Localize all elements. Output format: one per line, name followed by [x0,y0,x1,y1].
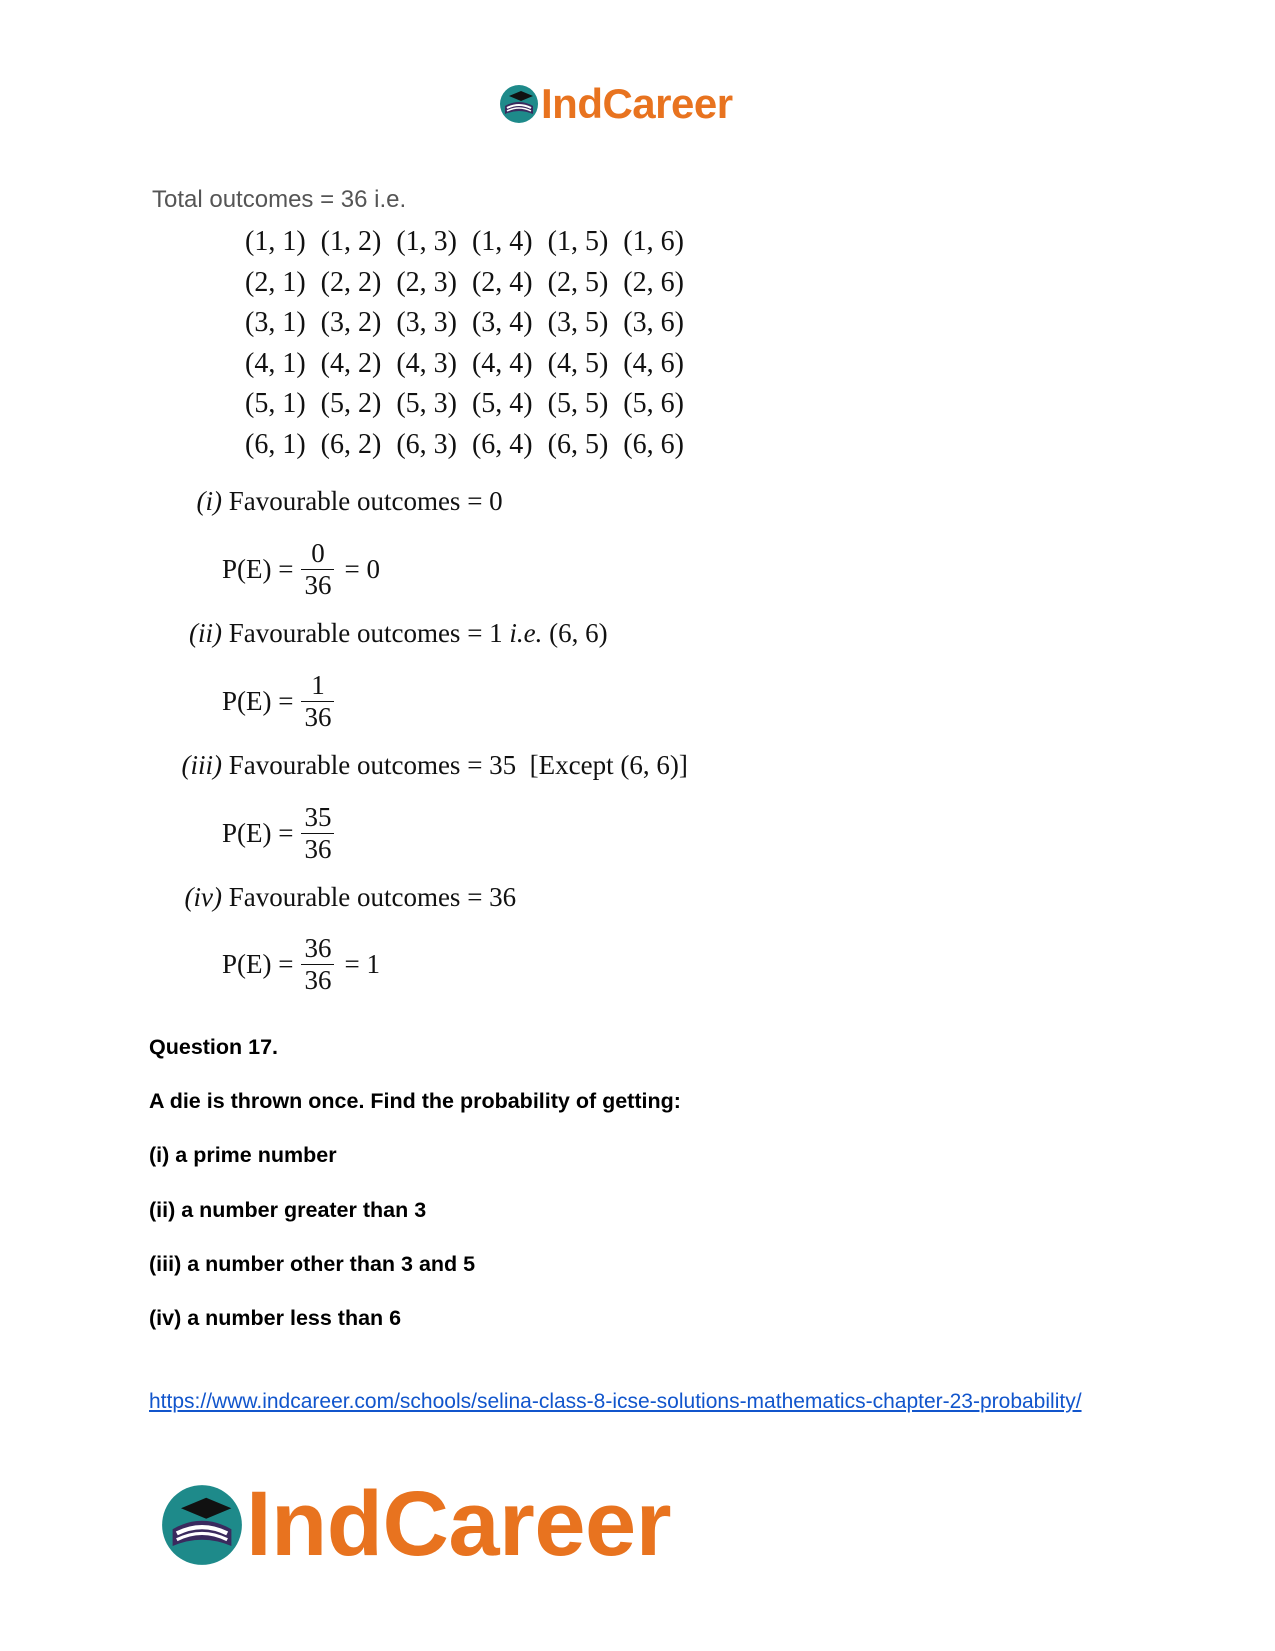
outcome-cell: (6, 5) [547,428,609,460]
outcome-cell: (3, 4) [471,307,533,338]
outcome-cell: (4, 3) [396,347,457,379]
outcome-cell: (3, 1) [245,307,306,338]
part-label: (iii) [181,750,222,780]
outcome-cell: (3, 2) [320,307,382,338]
part-text-extra: [Except (6, 6)] [516,750,688,780]
fraction [301,538,334,601]
pe-result: = 1 [344,949,380,980]
part-i-statement [178,486,503,517]
header-logo-text: IndCareer [541,80,733,127]
outcome-cell: (5, 4) [471,388,533,419]
outcome-cell: (3, 5) [547,307,609,338]
outcome-cell: (1, 2) [320,226,382,257]
outcomes-row [245,307,692,348]
part-text-italic: i.e. [509,618,543,648]
outcome-cell: (5, 6) [623,388,684,419]
graduation-cap-book-globe-icon [499,84,539,124]
numerator: 36 [304,933,332,963]
question-item: (iii) a number other than 3 and 5 [149,1252,476,1276]
question-item: (iv) a number less than 6 [149,1306,402,1330]
outcome-cell: (6, 2) [320,428,382,460]
numerator: 1 [311,670,325,700]
outcome-cell: (1, 1) [245,226,306,257]
total-outcomes-line: Total outcomes = 36 i.e. [152,186,407,213]
numerator: 0 [311,538,325,568]
outcomes-grid [245,226,692,469]
denominator: 36 [301,833,334,865]
outcome-cell: (6, 3) [396,428,457,460]
outcome-cell: (5, 2) [320,388,382,419]
outcome-cell: (3, 3) [396,307,457,338]
outcome-cell: (6, 4) [471,428,533,460]
outcome-cell: (2, 1) [245,266,306,298]
graduation-cap-book-globe-icon [160,1483,244,1567]
outcome-cell: (5, 3) [396,388,457,419]
outcome-cell: (4, 1) [245,347,306,379]
outcome-cell: (2, 3) [396,266,457,298]
part-label: (iv) [184,882,222,912]
outcome-cell: (3, 6) [623,307,684,338]
outcome-cell: (5, 5) [547,388,609,419]
outcome-cell: (6, 1) [245,428,306,460]
denominator: 36 [301,964,334,996]
part-text-extra: (6, 6) [542,618,608,648]
part-ii-statement [170,618,608,649]
denominator: 36 [301,701,334,733]
part-text: Favourable outcomes = 1 [228,618,510,648]
question-item: (i) a prime number [149,1143,337,1167]
numerator: 35 [304,802,332,832]
footer-logo [160,1472,671,1577]
outcome-cell: (1, 4) [471,226,533,257]
part-label: (i) [196,486,222,516]
outcome-cell: (4, 4) [471,347,533,379]
outcome-cell: (2, 6) [623,266,684,298]
outcomes-row [245,348,692,389]
pe-label: P(E) = [222,554,294,585]
question-prompt: A die is thrown once. Find the probability of getting: [149,1089,681,1113]
outcomes-row [245,267,692,308]
denominator: 36 [301,569,334,601]
part-iv-probability [222,933,380,996]
pe-label: P(E) = [222,818,294,849]
outcome-cell: (4, 5) [547,347,609,379]
part-iv-statement [164,882,516,913]
header-logo [499,80,733,128]
part-text: Favourable outcomes = 36 [228,882,517,912]
outcome-cell: (4, 2) [320,347,382,379]
source-link[interactable]: https://www.indcareer.com/schools/selina-class-8-icse-solutions-mathematics-chapter-23-probability/ [149,1390,1082,1413]
outcome-cell: (1, 3) [396,226,457,257]
outcome-cell: (2, 4) [471,266,533,298]
outcome-cell: (2, 2) [320,266,382,298]
part-label: (ii) [189,618,222,648]
part-text: Favourable outcomes = 0 [228,486,503,516]
pe-label: P(E) = [222,686,294,717]
outcomes-row [245,226,692,267]
question-item: (ii) a number greater than 3 [149,1198,427,1222]
part-iii-probability [222,802,344,865]
part-text: Favourable outcomes = 35 [228,750,517,780]
footer-logo-text: IndCareer [246,1473,671,1575]
pe-result: = 0 [344,554,380,585]
part-ii-probability [222,670,344,733]
fraction [301,933,334,996]
outcome-cell: (1, 6) [623,226,684,257]
outcome-cell: (6, 6) [623,428,684,460]
outcomes-row [245,388,692,429]
question-title: Question 17. [149,1035,279,1059]
pe-label: P(E) = [222,949,294,980]
outcome-cell: (1, 5) [547,226,609,257]
outcome-cell: (4, 6) [623,347,684,379]
outcome-cell: (5, 1) [245,388,306,419]
fraction [301,802,334,865]
part-iii-statement [162,750,688,781]
outcome-cell: (2, 5) [547,266,609,298]
outcomes-row [245,429,692,470]
fraction [301,670,334,733]
part-i-probability [222,538,380,601]
